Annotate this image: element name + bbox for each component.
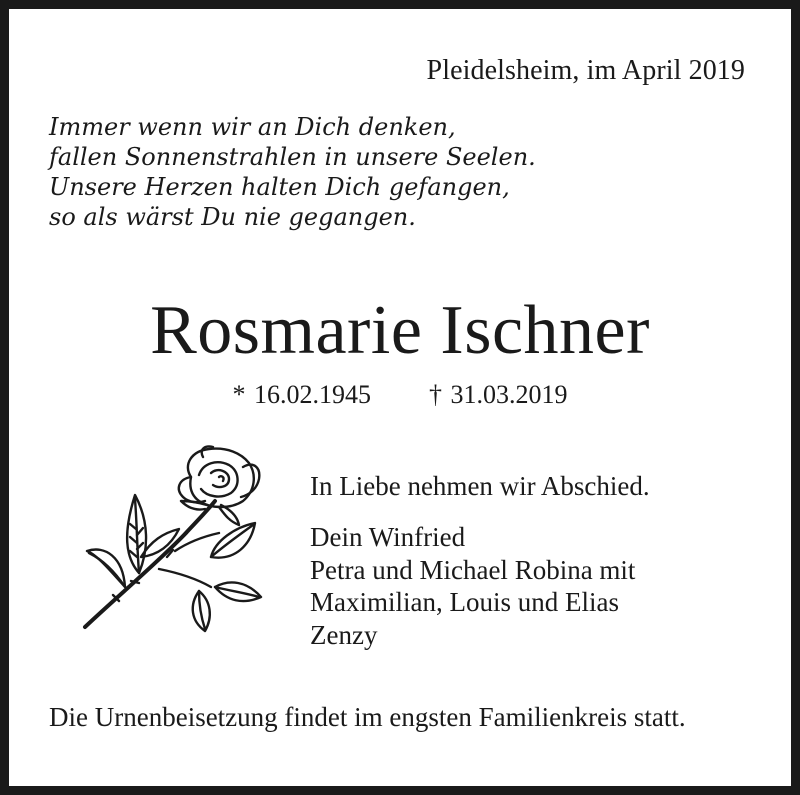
verse [49, 112, 536, 232]
death-date: † 31.03.2019 [429, 380, 568, 409]
verse-line: Immer wenn wir an Dich denken, [49, 113, 456, 141]
mourner-line: Petra und Michael Robina mit [310, 554, 636, 585]
birth-date: * 16.02.1945 [232, 380, 371, 409]
mourner-line: Dein Winfried [310, 522, 466, 552]
verse-line: Unsere Herzen halten Dich gefangen, [49, 173, 510, 201]
farewell-text: In Liebe nehmen wir Abschied. [310, 471, 650, 501]
burial-note: Die Urnenbeisetzung findet im engsten Familienkreis statt. [49, 702, 686, 732]
life-dates [9, 379, 791, 411]
place-date: Pleidelsheim, im April 2019 [426, 55, 745, 86]
verse-line: so als wärst Du nie gegangen. [49, 203, 416, 231]
verse-line: fallen Sonnenstrahlen in unsere Seelen. [49, 143, 536, 171]
mourner-line: Maximilian, Louis und Elias [310, 587, 619, 617]
rose-icon [79, 445, 269, 645]
deceased-name: Rosmarie Ischner [150, 292, 650, 369]
mourner-line: Zenzy [310, 619, 378, 650]
mourners-list [310, 521, 635, 651]
